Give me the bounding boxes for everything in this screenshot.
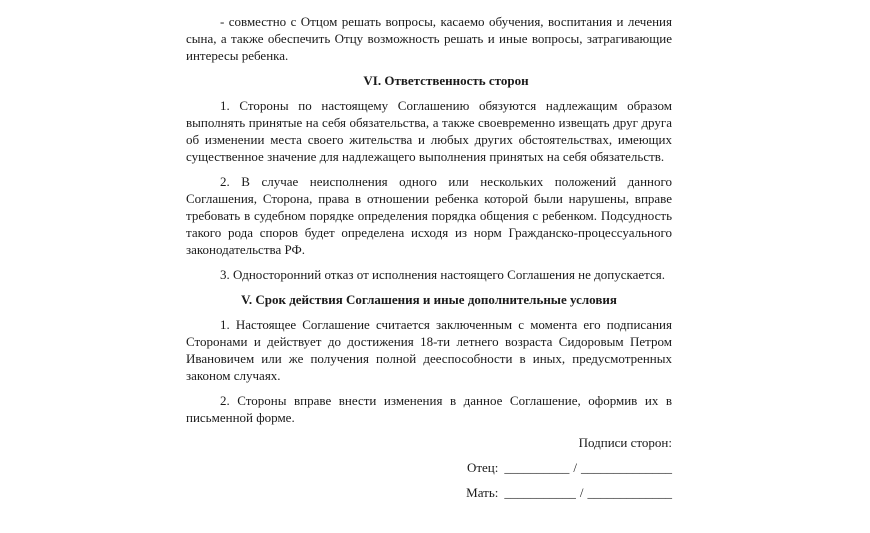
signature-label-father: Отец: <box>466 460 499 475</box>
section-heading-term: V. Срок действия Соглашения и иные дополнительные условия <box>241 292 617 307</box>
signature-blank-mother: _____________ <box>587 485 672 500</box>
signature-row-mother <box>186 484 672 501</box>
section-heading-responsibility: VI. Ответственность сторон <box>363 73 529 88</box>
signature-blank-father: ______________ <box>581 460 672 475</box>
responsibility-clause-2: 2. В случае неисполнения одного или нескольких положений данного Соглашения, Сторона, права в отношении ребенка которой были нарушены, вправе требовать в судебном порядке определения порядка общения с ребенком. Подсудность такого рода споров будет определена исходя из норм Гражданско-процессуального законодательства РФ. <box>186 174 672 257</box>
term-clause-2: 2. Стороны вправе внести изменения в данное Соглашение, оформив их в письменной форме. <box>186 393 672 425</box>
signature-separator-father: / <box>573 460 577 475</box>
signature-name-blank-father: __________ <box>504 460 570 475</box>
signature-name-blank-mother: ___________ <box>504 485 576 500</box>
intro-clause-paragraph: - совместно с Отцом решать вопросы, касаемо обучения, воспитания и лечения сына, а также обеспечить Отцу возможность решать и иные вопросы, затрагивающие интересы ребенка. <box>186 14 672 63</box>
signatures-title: Подписи сторон: <box>578 435 672 450</box>
term-clause-1: 1. Настоящее Соглашение считается заключенным с момента его подписания Сторонами и действует до достижения 18-ти летнего возраста Сидоровым Петром Ивановичем или же получения полной дееспособности в иных, предусмотренных законом случаях. <box>186 317 672 383</box>
document-page <box>186 0 672 501</box>
responsibility-clause-1: 1. Стороны по настоящему Соглашению обязуются надлежащим образом выполнять принятые на себя обязательства, а также своевременно извещать друг друга об изменении места своего жительства и любых других обстоятельствах, имеющих существенное значение для надлежащего выполнения принятых на себя обязательств. <box>186 98 672 164</box>
signature-separator-mother: / <box>579 485 584 500</box>
signature-row-father <box>186 459 672 476</box>
responsibility-clause-3: 3. Односторонний отказ от исполнения настоящего Соглашения не допускается. <box>220 267 666 282</box>
signature-label-mother: Мать: <box>466 485 499 500</box>
